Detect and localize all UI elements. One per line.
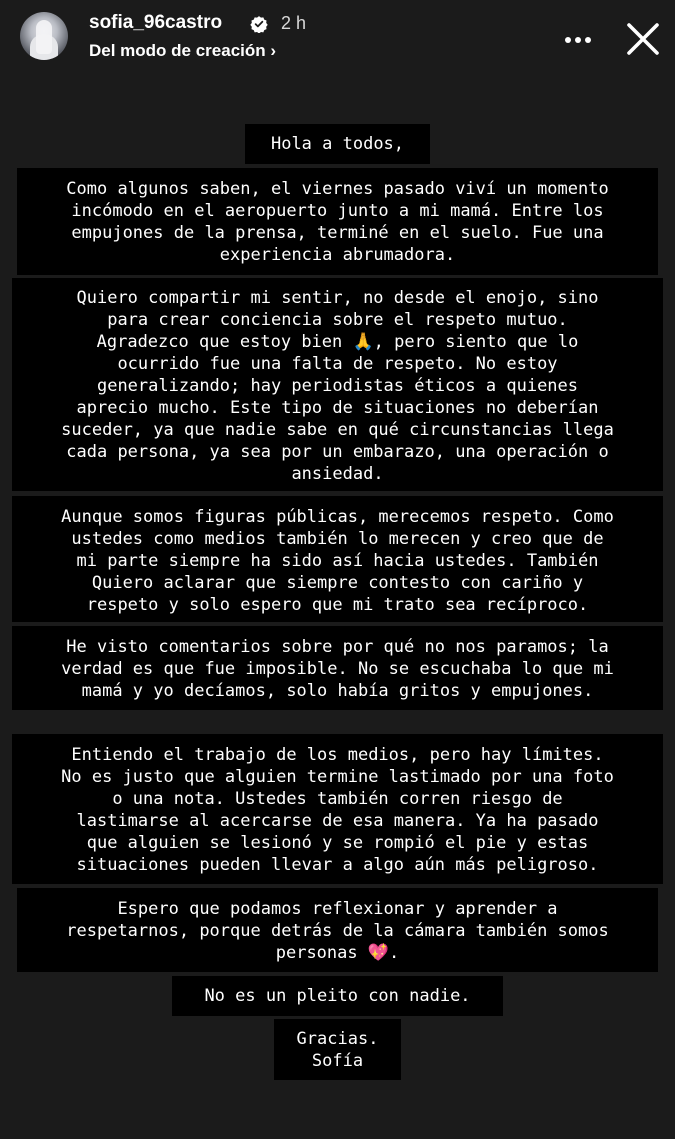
text-block-reflection: Espero que podamos reflexionar y aprender a respetarnos, porque detrás de la cámara también somos personas 💖.: [17, 888, 658, 972]
text-block-no-fight: No es un pleito con nadie.: [172, 976, 503, 1016]
text-block-respect: Aunque somos figuras públicas, merecemos respeto. Como ustedes como medios también lo merecen y creo que de mi parte siempre ha sido así hacia ustedes. También Quiero aclarar que siempre contesto con cariño y respeto y solo espero que mi trato sea recíproco.: [12, 496, 663, 622]
text-block-feelings: Quiero compartir mi sentir, no desde el enojo, sino para crear conciencia sobre el respeto mutuo. Agradezco que estoy bien 🙏, pero siento que lo ocurrido fue una falta de respeto. No estoy generalizando; hay periodistas éticos a quienes aprecio mucho. Este tipo de situaciones no deberían suceder, ya que nadie sabe en qué circunstancias llega cada persona, ya sea por un embarazo, una operación o ansiedad.: [12, 278, 663, 491]
text-block-intro: Como algunos saben, el viernes pasado viví un momento incómodo en el aeropuerto junto a mi mamá. Entre los empujones de la prensa, terminé en el suelo. Fue una experiencia abrumadora.: [17, 168, 658, 275]
text-block-greeting: Hola a todos,: [245, 124, 430, 164]
text-block-limits: Entiendo el trabajo de los medios, pero hay límites. No es justo que alguien termine lastimado por una foto o una nota. Ustedes también corren riesgo de lastimarse al acercarse de esa manera. Ya ha pasado que alguien se lesionó y se rompió el pie y estas situaciones pueden llevar a algo aún más peligroso.: [12, 734, 663, 884]
creation-mode-link[interactable]: Del modo de creación ›: [89, 41, 277, 60]
text-block-comments: He visto comentarios sobre por qué no nos paramos; la verdad es que fue imposible. No se escuchaba lo que mi mamá y yo decíamos, solo había gritos y empujones.: [12, 626, 663, 710]
text-block-signoff: Gracias. Sofía: [274, 1019, 401, 1080]
username[interactable]: sofia_96castro: [89, 12, 223, 33]
post-time: 2 h: [281, 13, 307, 33]
